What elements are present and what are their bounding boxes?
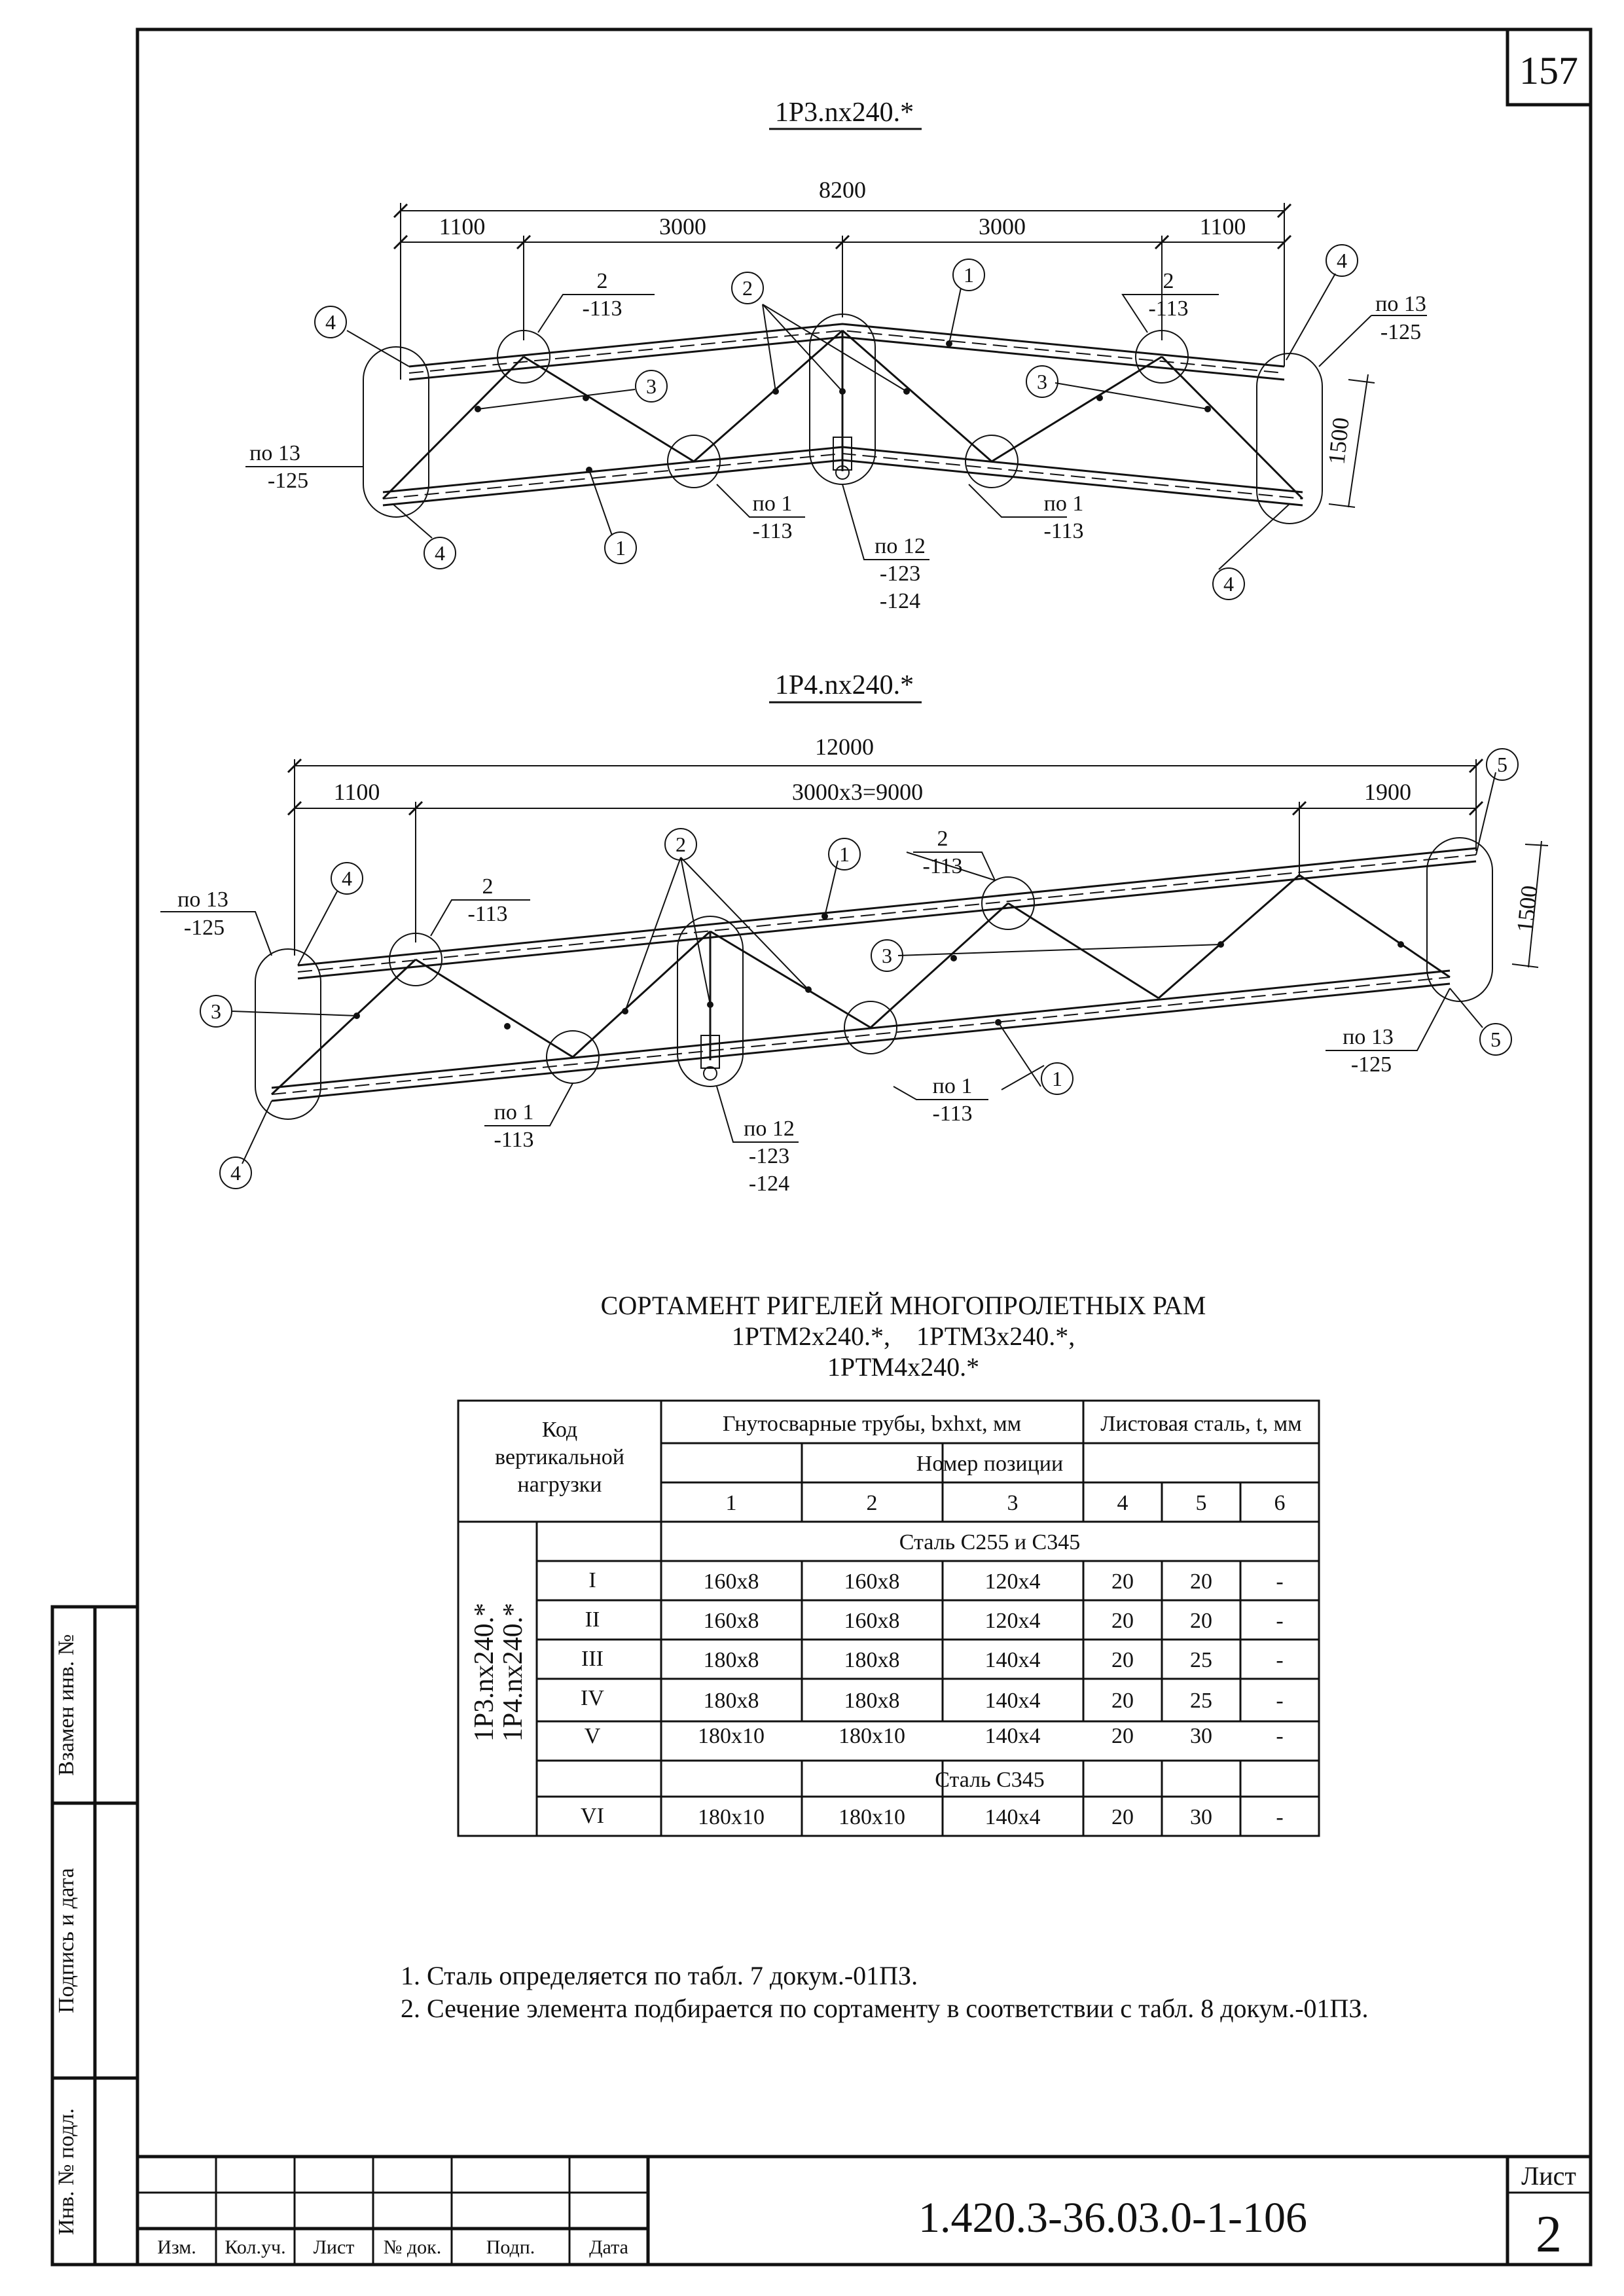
t1-lbl-po12-c: -124 [879,589,921,613]
row-3-pos3: 140х4 [984,1648,1041,1672]
note-1: 1. Сталь определяется по табл. 7 докум.-01ПЗ. [401,1961,918,1990]
t1-lbl-2-right-a: 2 [1163,269,1174,293]
row-6-pos2: 180х10 [839,1805,905,1829]
stamp-podpis: Подпись и дата [54,1868,79,2013]
row-4-pos5: 25 [1190,1689,1212,1713]
row-1-pos2: 160х8 [844,1570,900,1594]
tb-col-ndok: № док. [383,2236,442,2258]
th-code-1: Код [541,1418,578,1442]
t2-lbl-po13-left-b: -125 [183,916,225,940]
t2-marker-5-br: 5 [1490,1028,1501,1051]
sortament-table [458,1401,1319,1836]
t1-lbl-2-right-b: -113 [1148,296,1189,321]
steel-group-2: Сталь С345 [935,1768,1045,1792]
t1-lbl-po13-right-a: по 13 [1375,292,1426,316]
t1-lbl-2-left-b: -113 [582,296,623,321]
row-4-pos1: 180х8 [703,1689,759,1713]
steel-group-1: Сталь С255 и С345 [899,1530,1081,1554]
t2-lbl-po13-right-b: -125 [1350,1052,1392,1077]
t2-lbl-po1-right-a: по 1 [932,1074,973,1098]
row-3-pos4: 20 [1111,1648,1134,1672]
note-2: 2. Сечение элемента подбирается по сортаменту в соответствии с табл. 8 докум.-01ПЗ. [401,1994,1369,2023]
row-1-code: I [588,1568,596,1592]
row-6-pos4: 20 [1111,1805,1134,1829]
row-4-pos4: 20 [1111,1689,1134,1713]
t1-marker-4-tr: 4 [1337,249,1347,272]
t1-marker-4-br: 4 [1223,572,1234,596]
rotated-label-2: 1Р4.nх240.* [498,1602,528,1742]
t1-dim-total: 8200 [819,177,866,203]
tb-col-izm: Изм. [157,2236,196,2258]
t1-marker-1-top: 1 [964,263,974,287]
t2-marker-3-mid: 3 [882,944,892,967]
tb-col-data: Дата [589,2236,628,2258]
row-6-code: VI [581,1804,604,1828]
truss-1-title: 1Р3.nх240.* [774,98,914,128]
stamp-inv: Инв. № подл. [54,2108,79,2235]
row-3-pos6: - [1276,1648,1284,1672]
th-pos-2: 2 [866,1491,878,1515]
th-code-2: вертикальной [495,1445,624,1469]
t2-lbl-po12-c: -124 [748,1172,790,1196]
row-5-pos1: 180х10 [698,1724,765,1748]
t1-dim-1: 1100 [439,213,486,240]
t1-marker-2: 2 [742,276,753,300]
title-block [137,2157,1591,2265]
t2-marker-5-tr: 5 [1497,753,1507,776]
t1-lbl-po1-left-b: -113 [752,519,793,543]
th-pos-5: 5 [1195,1491,1207,1515]
th-pos-4: 4 [1117,1491,1128,1515]
t1-lbl-po1-right-b: -113 [1043,519,1084,543]
row-5-code: V [584,1724,601,1748]
t1-marker-1-bot: 1 [615,536,626,560]
row-1-pos6: - [1276,1570,1284,1594]
sheet-frame [52,29,1591,2265]
t2-lbl-po13-right-a: по 13 [1343,1025,1394,1049]
t1-lbl-po13-left-a: по 13 [249,441,300,465]
row-2-pos6: - [1276,1609,1284,1633]
t1-dim-4: 1100 [1199,213,1246,240]
t2-dim-3: 1900 [1364,779,1411,805]
t2-marker-2: 2 [676,833,686,856]
row-3-code: III [581,1647,604,1671]
row-5-pos2: 180х10 [839,1724,905,1748]
row-6-pos1: 180х10 [698,1805,765,1829]
sortament-title-3: 1РТМ4х240.* [827,1352,980,1382]
list-number: 2 [1536,2206,1562,2263]
row-1-pos5: 20 [1190,1570,1212,1594]
th-code-3: нагрузки [517,1473,602,1497]
t1-lbl-po13-left-b: -125 [267,469,309,493]
row-2-pos3: 120х4 [984,1609,1041,1633]
sheet-number: 157 [1519,49,1578,92]
t1-marker-3-right: 3 [1037,370,1047,393]
t2-lbl-po1-left-a: по 1 [494,1100,534,1124]
t2-dim-total: 12000 [815,734,874,760]
t2-lbl-2-b: -113 [467,902,508,926]
list-label: Лист [1521,2161,1576,2191]
truss-1-drawing [245,98,1427,613]
row-5-pos3: 140х4 [984,1724,1041,1748]
th-sheet-steel: Листовая сталь, t, мм [1100,1412,1302,1436]
row-6-pos3: 140х4 [984,1805,1041,1829]
t2-marker-1-bot: 1 [1052,1067,1062,1090]
t1-lbl-2-left-a: 2 [596,269,608,293]
t2-lbl-po1-left-b: -113 [494,1128,534,1152]
t1-lbl-po12-a: по 12 [875,534,926,558]
stamp-vzamen: Взамен инв. № [54,1634,79,1776]
th-position: Номер позиции [916,1452,1064,1476]
t1-dim-3: 3000 [979,213,1026,240]
row-4-pos6: - [1276,1689,1284,1713]
row-3-pos1: 180х8 [703,1648,759,1672]
t2-lbl-po1-right-b: -113 [932,1102,973,1126]
th-tubes: Гнутосварные трубы, bхhхt, мм [722,1412,1022,1436]
tb-col-podp: Подп. [486,2236,535,2258]
t1-lbl-po1-left-a: по 1 [752,492,793,516]
t2-dim-1: 1100 [333,779,380,805]
t2-lbl-2-top-b: -113 [922,854,963,878]
t2-marker-3-left: 3 [211,999,221,1023]
t2-lbl-2-a: 2 [482,874,494,899]
table-row [581,1686,1284,1713]
row-5-pos6: - [1276,1724,1284,1748]
th-pos-1: 1 [725,1491,737,1515]
row-2-pos2: 160х8 [844,1609,900,1633]
row-4-code: IV [581,1686,604,1710]
table-row [585,1724,1284,1748]
t2-dim-2: 3000х3=9000 [791,779,924,805]
row-2-code: II [585,1607,600,1632]
row-3-pos5: 25 [1190,1648,1212,1672]
t2-marker-1-top: 1 [839,842,850,866]
t1-marker-3-left: 3 [646,374,657,398]
t2-marker-4-bl: 4 [230,1161,241,1185]
t1-dim-2: 3000 [659,213,706,240]
sortament-title-1: СОРТАМЕНТ РИГЕЛЕЙ МНОГОПРОЛЕТНЫХ РАМ [600,1291,1206,1320]
sortament-title-2: 1РТМ2х240.*, 1РТМ3х240.*, [731,1321,1075,1351]
row-1-pos1: 160х8 [703,1570,759,1594]
t1-marker-4-tl: 4 [325,310,336,334]
t1-lbl-po13-right-b: -125 [1380,320,1422,344]
t1-lbl-po12-b: -123 [879,562,921,586]
t2-lbl-2-top-a: 2 [937,827,948,851]
t1-marker-4-bl: 4 [435,541,445,565]
truss-2-drawing [160,670,1548,1196]
t2-lbl-po13-left-a: по 13 [177,888,228,912]
t2-dim-height: 1500 [1511,884,1543,934]
row-6-pos6: - [1276,1805,1284,1829]
t1-lbl-po1-right-a: по 1 [1043,492,1084,516]
row-3-pos2: 180х8 [844,1648,900,1672]
row-1-pos4: 20 [1111,1570,1134,1594]
row-6-pos5: 30 [1190,1805,1212,1829]
truss-2-title: 1Р4.nх240.* [774,670,914,700]
row-5-pos4: 20 [1111,1724,1134,1748]
tb-col-kolvo: Кол.уч. [225,2236,286,2258]
th-pos-6: 6 [1274,1491,1286,1515]
table-row [588,1568,1283,1594]
row-5-pos5: 30 [1190,1724,1212,1748]
row-4-pos3: 140х4 [984,1689,1041,1713]
t1-dim-height: 1500 [1323,416,1354,466]
row-1-pos3: 120х4 [984,1570,1041,1594]
table-row [581,1647,1284,1672]
row-2-pos4: 20 [1111,1609,1134,1633]
t2-marker-4-tl: 4 [342,867,352,890]
table-row [581,1804,1284,1829]
document-designation: 1.420.3-36.03.0-1-106 [918,2194,1307,2242]
row-2-pos5: 20 [1190,1609,1212,1633]
t2-lbl-po12-a: по 12 [744,1117,795,1141]
table-row [585,1607,1284,1633]
t2-lbl-po12-b: -123 [748,1144,790,1168]
rotated-label-1: 1Р3.nх240.* [469,1602,499,1742]
th-pos-3: 3 [1007,1491,1019,1515]
tb-col-list: Лист [313,2236,355,2258]
row-4-pos2: 180х8 [844,1689,900,1713]
row-2-pos1: 160х8 [703,1609,759,1633]
